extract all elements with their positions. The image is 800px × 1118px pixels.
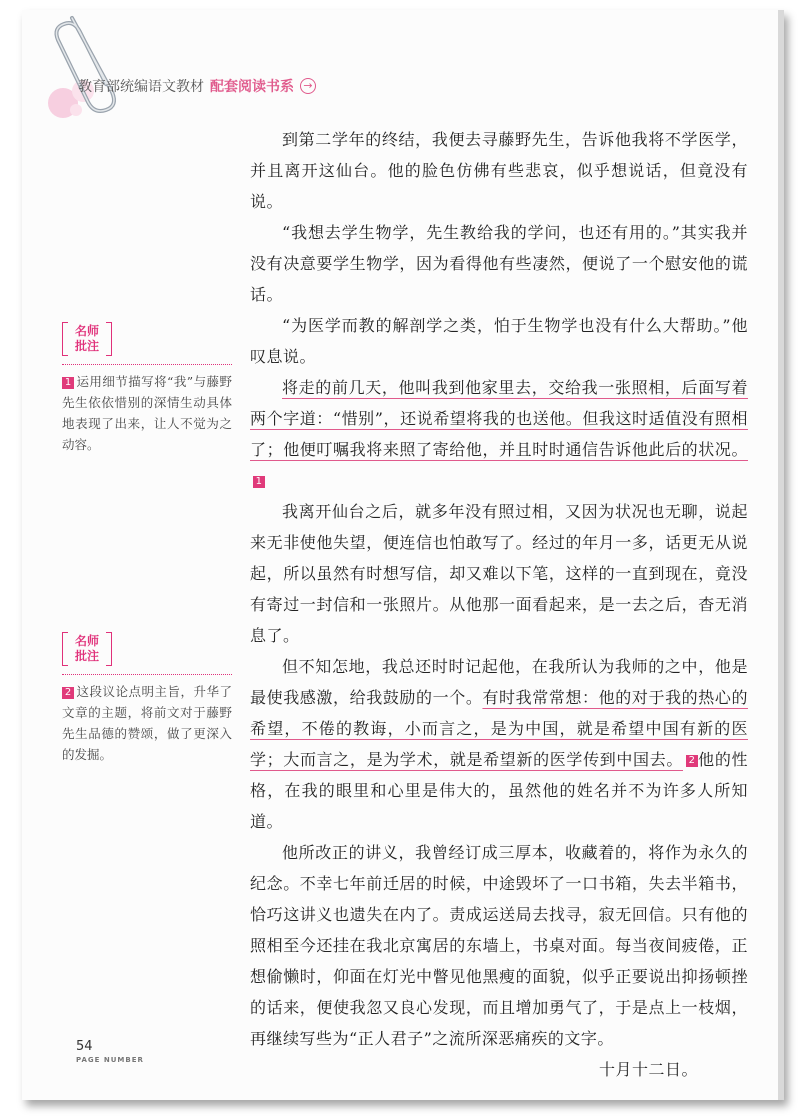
note-tag-top: 名师 (74, 634, 99, 648)
paragraph-text: 但不知怎地，我总还时时记起他，在我所认为我师的之中，他是最使我感激，给我鼓励的一个。 (250, 657, 748, 707)
book-page (22, 10, 784, 1100)
date-line: 十月十二日。 (598, 1060, 698, 1079)
paragraph-text: 他的性格，在我的眼里和心里是伟大的，虽然他的姓名并不为许多人所知道。 (250, 750, 748, 831)
annotation-marker: 2 (686, 755, 698, 767)
note-body: 运用细节描写将“我”与藤野先生依依惜别的深情生动具体地表现了出来，让人不觉为之动容。 (62, 374, 232, 452)
paragraph: 他所改正的讲义，我曾经订成三厚本，收藏着的，将作为永久的纪念。不幸七年前迁居的时候，中途毁坏了一口书箱，失去半箱书，恰巧这讲义也遗失在内了。责成运送局去找寻，寂无回信。只有他的照相至今还挂在我北京寓居的东墙上，书桌对面。每当夜间疲倦，正想偷懒时，仰面在灯光中瞥见他黑瘦的面貌，似乎正要说出抑扬顿挫的话来，便使我忽又良心发现，而且增加勇气了，于是点上一枝烟，再继续写些为“正人君子”之流所深恶痛疾的文字。 (250, 843, 748, 1048)
note-marker: 1 (62, 377, 74, 389)
note-text (62, 681, 232, 765)
paragraph: 我离开仙台之后，就多年没有照过相，又因为状况也无聊，说起来无非使他失望，便连信也怕敢写了。经过的年月一多，话更无从说起，所以虽然有时想写信，却又难以下笔，这样的一直到现在，竟没有寄过一封信和一张照片。从他那一面看起来，是一去之后，杳无消息了。 (250, 502, 748, 645)
paragraph (250, 372, 748, 496)
note-tag (62, 632, 112, 666)
arrow-right-icon: → (300, 78, 316, 94)
series-header (78, 76, 316, 96)
paragraph: “为医学而教的解剖学之类，怕于生物学也没有什么大帮助。”他叹息说。 (250, 316, 748, 366)
underlined-text: 将走的前几天，他叫我到他家里去，交给我一张照相，后面写着两个字道：“惜别”，还说希望将我的也送他。但我这时适值没有照相了；他便叮嘱我将来照了寄给他，并且时时通信告诉他此后的状况。 (250, 378, 748, 459)
note-marker: 2 (62, 687, 74, 699)
paragraph (250, 651, 748, 837)
underlined-text: 有时我常常想：他的对于我的热心的希望，不倦的教诲，小而言之，是为中国，就是希望中国有新的医学；大而言之，是为学术，就是希望新的医学传到中国去。 (250, 688, 748, 769)
note-tag-top: 名师 (74, 324, 99, 338)
paperclip-icon (50, 10, 130, 120)
side-note-1 (62, 322, 232, 455)
dotted-divider (62, 674, 232, 675)
paragraph: “我想去学生物学，先生教给我的学问，也还有用的。”其实我并没有决意要学生物学，因为看得他有些凄然，便说了一个慰安他的谎话。 (250, 223, 748, 304)
series-subtitle: 配套阅读书系 (210, 79, 294, 95)
note-tag-bottom: 批注 (74, 339, 99, 353)
page-number-label: PAGE NUMBER (76, 1056, 144, 1064)
note-tag-bottom: 批注 (74, 649, 99, 663)
dotted-divider (62, 364, 232, 365)
main-text (250, 124, 748, 1085)
series-title: 教育部统编语文教材 (78, 79, 204, 95)
note-tag (62, 322, 112, 356)
note-body: 这段议论点明主旨，升华了文章的主题，将前文对于藤野先生品德的赞颂，做了更深入的发掘。 (62, 684, 232, 762)
side-note-2 (62, 632, 232, 765)
annotation-marker: 1 (253, 476, 265, 488)
note-text (62, 371, 232, 455)
page-number: 54 (76, 1039, 93, 1054)
paragraph: 到第二学年的终结，我便去寻藤野先生，告诉他我将不学医学，并且离开这仙台。他的脸色仿佛有些悲哀，似乎想说话，但竟没有说。 (250, 130, 748, 211)
